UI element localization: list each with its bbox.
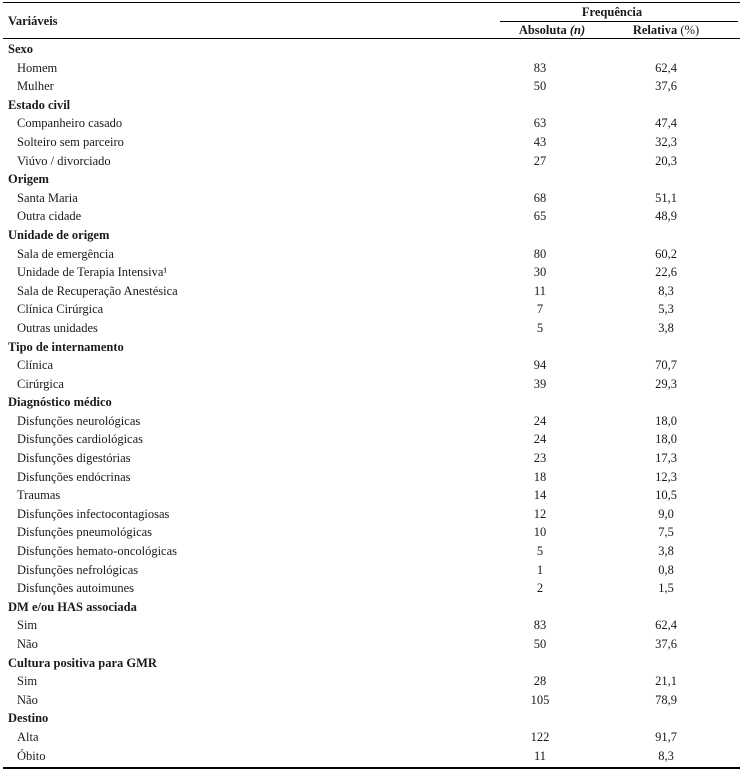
absolute-value: 24 [533,432,547,447]
table-row [0,207,743,226]
table-body [0,40,743,765]
row-label: Disfunções infectocontagiosas [17,506,170,521]
table-bottom-rule [3,767,740,769]
row-label: Outras unidades [17,320,98,335]
relative-value: 3,8 [658,320,674,335]
relative-value: 17,3 [655,451,677,466]
table-row [0,691,743,710]
absolute-value: 11 [533,748,547,763]
group-header-row [0,598,743,617]
table-row [0,263,743,282]
group-header-row [0,654,743,673]
row-label: Outra cidade [17,209,82,224]
header-absolute-label: Absoluta [518,23,567,37]
row-label: Companheiro casado [17,116,123,131]
row-label: Sim [17,618,38,633]
relative-value: 48,9 [655,209,677,224]
table-row [0,468,743,487]
absolute-value: 43 [533,134,547,149]
group-title: DM e/ou HAS associada [8,599,137,614]
group-header-row [0,226,743,245]
row-label: Disfunções nefrológicas [17,562,139,577]
row-label: Clínica [17,358,54,373]
table-row [0,579,743,598]
absolute-value: 24 [533,413,547,428]
row-label: Solteiro sem parceiro [17,134,124,149]
table-row [0,672,743,691]
absolute-value: 23 [533,451,547,466]
table-row [0,616,743,635]
group-header-row [0,709,743,728]
row-label: Traumas [17,488,61,503]
absolute-value: 1 [536,562,544,577]
row-label: Não [17,637,38,651]
absolute-value: 28 [533,674,547,689]
row-label: Disfunções autoimunes [17,581,134,596]
table-row [0,152,743,171]
table-row [0,449,743,468]
table-row [0,561,743,580]
absolute-value: 14 [533,488,547,503]
absolute-value: 5 [536,544,544,559]
table-row [0,747,743,766]
relative-value: 20,3 [655,153,677,168]
absolute-value: 63 [533,116,547,131]
header-relative [626,23,706,38]
row-label: Alta [17,729,39,744]
table-row [0,282,743,301]
row-label: Sala de Recuperação Anestésica [17,283,178,298]
row-label: Cirúrgica [17,376,64,391]
relative-value: 37,6 [655,637,677,651]
relative-value: 18,0 [655,432,677,447]
header-frequency: Frequência [581,5,643,19]
table-row [0,412,743,431]
row-label: Disfunções digestórias [17,451,131,466]
frequency-span-rule [500,21,738,22]
row-label: Santa Maria [17,190,78,205]
absolute-value: 10 [533,525,547,540]
relative-value: 37,6 [655,79,677,94]
relative-value: 29,3 [655,376,677,391]
relative-value: 70,7 [655,358,677,373]
relative-value: 62,4 [655,618,677,633]
row-label: Viúvo / divorciado [17,153,111,168]
table-row [0,375,743,394]
row-label: Disfunções pneumológicas [17,525,153,540]
table-row [0,59,743,78]
table-row [0,114,743,133]
group-title: Unidade de origem [8,227,110,242]
relative-value: 5,3 [658,302,674,317]
group-title: Estado civil [8,97,71,112]
row-label: Disfunções cardiológicas [17,432,144,447]
absolute-value: 2 [536,581,544,596]
table-row [0,189,743,208]
absolute-value: 18 [533,469,547,484]
relative-value: 0,8 [658,562,674,577]
row-label: Unidade de Terapia Intensiva¹ [17,265,168,280]
group-header-row [0,40,743,59]
row-label: Clínica Cirúrgica [17,302,104,317]
relative-value: 7,5 [658,525,674,540]
table-row [0,356,743,375]
relative-value: 12,3 [655,469,677,484]
table-row [0,245,743,264]
row-label: Sala de emergência [17,246,114,261]
group-title: Diagnóstico médico [8,395,112,410]
relative-value: 32,3 [655,134,677,149]
relative-value: 8,3 [658,283,674,298]
group-title: Sexo [8,42,33,56]
header-absolute [502,23,602,38]
absolute-value: 80 [533,246,547,261]
group-header-row [0,393,743,412]
absolute-value: 39 [533,376,547,391]
relative-value: 78,9 [655,692,677,707]
relative-value: 1,5 [658,581,674,596]
relative-value: 21,1 [655,674,677,689]
relative-value: 22,6 [655,265,677,280]
header-variables: Variáveis [8,14,58,28]
row-label: Não [17,692,38,707]
table-row [0,505,743,524]
header-bottom-rule [3,38,740,39]
table-row [0,635,743,654]
row-label: Disfunções hemato-oncológicas [17,544,178,559]
group-header-row [0,170,743,189]
table-row [0,77,743,96]
row-label: Sim [17,674,38,689]
table-row [0,728,743,747]
relative-value: 18,0 [655,413,677,428]
header-absolute-unit: (n) [569,23,586,37]
table-row [0,486,743,505]
absolute-value: 94 [533,358,547,373]
absolute-value: 7 [536,302,544,317]
absolute-value: 65 [533,209,547,224]
group-title: Origem [8,172,49,187]
absolute-value: 50 [533,79,547,94]
row-label: Disfunções endócrinas [17,469,131,484]
relative-value: 60,2 [655,246,677,261]
group-title: Tipo de internamento [8,339,124,354]
header-relative-label: Relativa [632,23,678,37]
group-header-row [0,96,743,115]
relative-value: 10,5 [655,488,677,503]
group-header-row [0,338,743,357]
relative-value: 91,7 [655,729,677,744]
absolute-value: 5 [536,320,544,335]
absolute-value: 122 [530,729,550,744]
table-top-rule [3,2,740,3]
table-row [0,430,743,449]
relative-value: 62,4 [655,60,677,75]
row-label: Disfunções neurológicas [17,413,141,428]
absolute-value: 27 [533,153,547,168]
absolute-value: 50 [533,637,547,651]
group-title: Destino [8,711,49,726]
row-label: Óbito [17,748,46,763]
relative-value: 51,1 [655,190,677,205]
relative-value: 3,8 [658,544,674,559]
absolute-value: 83 [533,618,547,633]
table-row [0,523,743,542]
group-title: Cultura positiva para GMR [8,655,157,670]
absolute-value: 11 [533,283,547,298]
relative-value: 47,4 [655,116,677,131]
absolute-value: 30 [533,265,547,280]
table-row [0,319,743,338]
header-relative-unit: (%) [680,23,700,37]
table-row [0,300,743,319]
relative-value: 8,3 [658,748,674,763]
row-label: Mulher [17,79,54,94]
table-row [0,542,743,561]
relative-value: 9,0 [658,506,674,521]
absolute-value: 12 [533,506,547,521]
absolute-value: 83 [533,60,547,75]
table-row [0,133,743,152]
row-label: Homem [17,60,58,75]
absolute-value: 68 [533,190,547,205]
absolute-value: 105 [530,692,550,707]
